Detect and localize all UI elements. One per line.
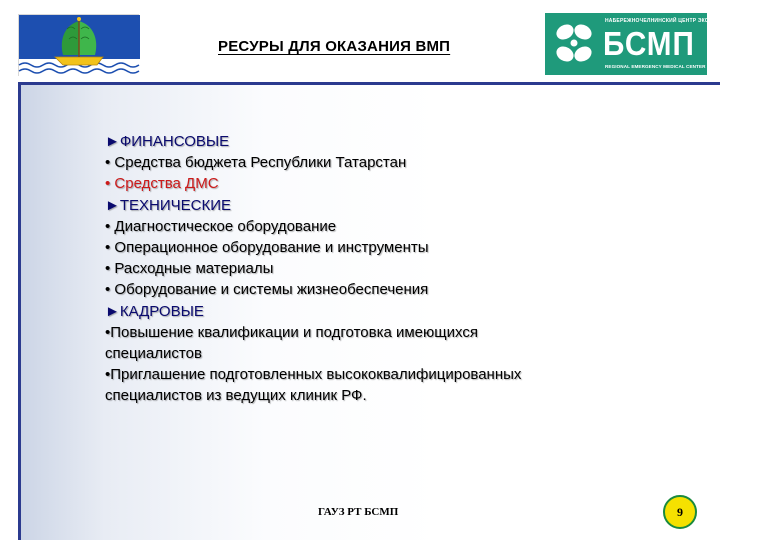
- slide-title: РЕСУРЫ ДЛЯ ОКАЗАНИЯ ВМП: [218, 38, 451, 55]
- section-heading-personnel: ►КАДРОВЫЕ: [105, 302, 204, 320]
- list-item: • Расходные материалы: [105, 260, 274, 278]
- resource-list: [105, 131, 525, 407]
- section-heading-technical: ►ТЕХНИЧЕСКИЕ: [105, 196, 231, 214]
- bsmp-wordmark: БСМП: [603, 25, 695, 62]
- city-coat-of-arms-icon: [18, 14, 139, 76]
- page-number-badge: 9: [663, 495, 697, 529]
- bsmp-clover-icon: [545, 13, 605, 75]
- bsmp-logo: [545, 13, 761, 75]
- list-item: • Диагностическое оборудование: [105, 217, 337, 235]
- list-item: •Повышение квалификации и подготовка имеющихся специалистов: [105, 323, 483, 363]
- section-heading-financial: ►ФИНАНСОВЫЕ: [105, 133, 230, 150]
- list-item: •Приглашение подготовленных высококвалифицированных специалистов из ведущих клиник РФ.: [105, 366, 526, 405]
- bsmp-caption-top: НАБЕРЕЖНОЧЕЛНИНСКИЙ ЦЕНТР ЭКСТРЕННОЙ ПОМОЩИ: [605, 18, 761, 24]
- list-item: • Операционное оборудование и инструменты: [105, 239, 429, 257]
- list-item: • Средства бюджета Республики Татарстан: [105, 154, 407, 172]
- list-item: • Оборудование и системы жизнеобеспечения: [105, 281, 429, 299]
- bsmp-caption-bottom: REGIONAL EMERGENCY MEDICAL CENTER: [605, 64, 706, 69]
- list-item-highlight: • Средства ДМС: [105, 175, 219, 193]
- slide-header: [0, 0, 761, 82]
- footer-organization: ГАУЗ РТ БСМП: [318, 506, 399, 518]
